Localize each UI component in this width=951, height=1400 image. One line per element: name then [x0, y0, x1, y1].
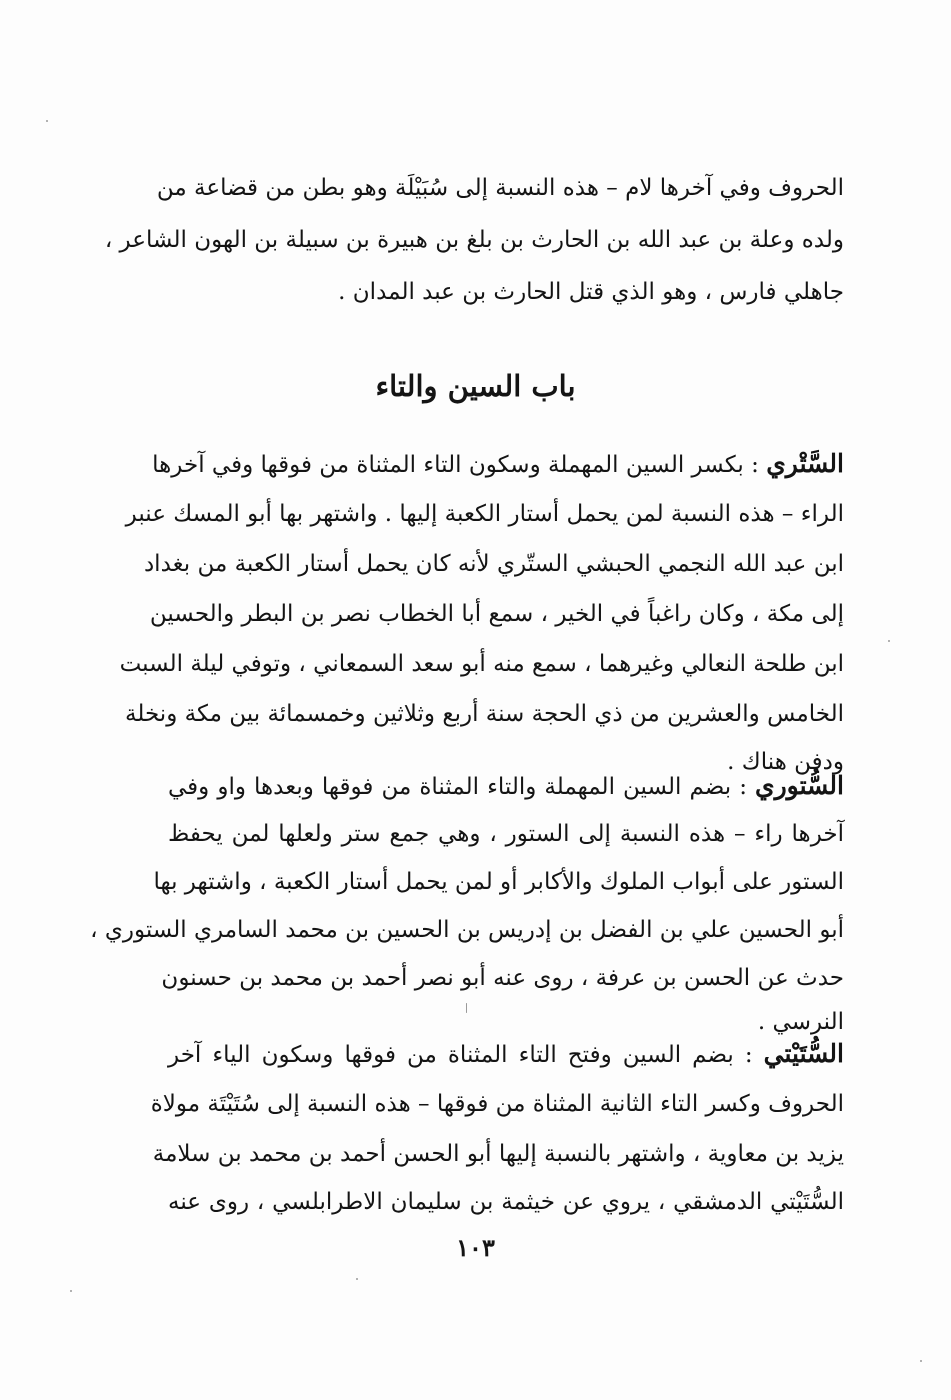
paragraph-sitri	[119, 444, 844, 775]
page-number: ١٠٣	[456, 1233, 495, 1262]
text-line: ودفن هناك .	[727, 749, 844, 775]
text-line: الخامس والعشرين من ذي الحجة سنة أربع وثلاثين وخمسمائة بين مكة ونخلة	[125, 701, 844, 727]
text-line: حدث عن الحسن بن عرفة ، روى عنه أبو نصر أحمد بن محمد بن حسنون	[161, 965, 844, 991]
text-line: الراء – هذه النسبة لمن يحمل أستار الكعبة إليها . واشتهر بها أبو المسك عنبر	[125, 501, 844, 527]
text-line: النرسي .	[757, 1009, 844, 1035]
scan-speck	[46, 120, 48, 122]
text-line	[168, 766, 844, 806]
scan-speck	[888, 640, 890, 642]
line-text: : بضم السين المهملة والتاء المثناة من فوقها وبعدها واو وفي	[168, 774, 756, 800]
text-line: جاهلي فارس ، وهو الذي قتل الحارث بن عبد المدان .	[338, 279, 844, 305]
entry-headword: السَّتْري	[766, 449, 844, 478]
text-line: يزيد بن معاوية ، واشتهر بالنسبة إليها أبو الحسن أحمد بن محمد بن سلامة	[152, 1141, 844, 1167]
paragraph-sabali	[104, 168, 844, 308]
entry-headword: السُّتَيْتي	[763, 1039, 844, 1068]
entry-headword: السُّتوري	[755, 771, 844, 800]
text-line: آخرها راء – هذه النسبة إلى الستور ، وهي جمع ستر ولعلها لمن يحفظ	[168, 821, 844, 847]
text-line: الحروف وكسر التاء الثانية المثناة من فوقها – هذه النسبة إلى سُتَيْتَة مولاة	[150, 1091, 844, 1117]
text-line: ولده وعلة بن عبد الله بن الحارث بن بلغ بن هبيرة بن سبيلة بن الهون الشاعر ،	[104, 227, 844, 253]
scan-speck	[920, 1360, 922, 1362]
scan-speck	[70, 1290, 72, 1292]
text-line: ابن طلحة النعالي وغيرهما ، سمع منه أبو سعد السمعاني ، وتوفي ليلة السبت	[119, 651, 844, 677]
section-title: باب السين والتاء	[375, 369, 576, 403]
text-line: أبو الحسين علي بن الفضل بن إدريس بن الحسين بن محمد السامري الستوري ،	[90, 917, 844, 943]
scan-speck	[356, 1278, 358, 1280]
text-line: ابن عبد الله النجمي الحبشي الستّري لأنه كان يحمل أستار الكعبة من بغداد	[143, 551, 844, 577]
line-text: : بضم السين وفتح التاء المثناة من فوقها وسكون الياء آخر	[168, 1042, 764, 1068]
text-line	[152, 444, 844, 484]
line-text: : بكسر السين المهملة وسكون التاء المثناة من فوقها وفي آخرها	[152, 452, 767, 478]
scan-speck	[466, 1003, 467, 1013]
paragraph-suturi	[90, 766, 844, 1046]
text-line: الحروف وفي آخرها لام – هذه النسبة إلى سُبَيْلَة وهو بطن من قضاعة من	[156, 175, 844, 201]
paragraph-sutayti	[150, 1034, 844, 1224]
text-line: إلى مكة ، وكان راغباً في الخير ، سمع أبا الخطاب نصر بن البطر والحسين	[149, 601, 844, 627]
text-line: الستور على أبواب الملوك والأكابر أو لمن يحمل أستار الكعبة ، واشتهر بها	[153, 869, 844, 895]
text-line: السُّتَيْتي الدمشقي ، يروي عن خيثمة بن سليمان الاطرابلسي ، روى عنه	[168, 1189, 844, 1215]
text-line	[168, 1034, 844, 1074]
